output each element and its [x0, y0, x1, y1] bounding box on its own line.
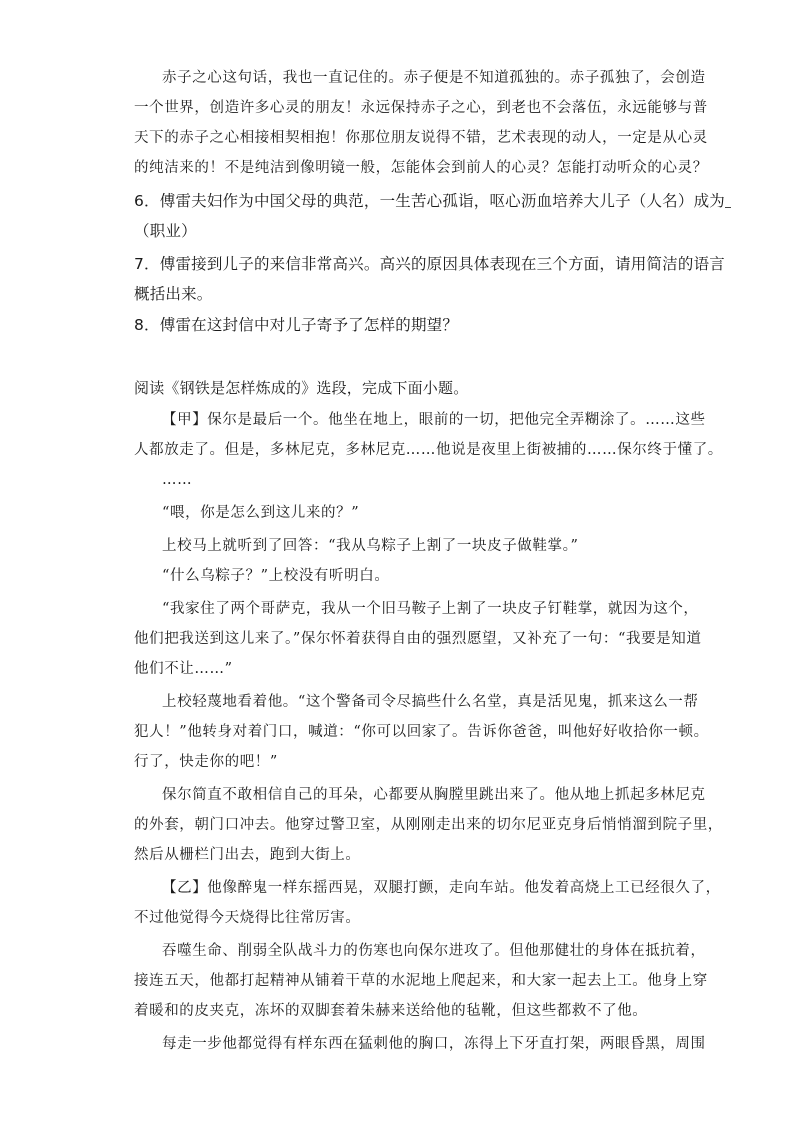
- passage2-line-16: 【乙】他像醉鬼一样东摇西晃，双腿打颤，走向车站。他发着高烧上工已经很久了，: [162, 880, 721, 896]
- passage1-line-2: 一个世界，创造许多心灵的朋友！永远保持赤子之心，到老也不会落伍，永远能够与普: [134, 100, 708, 116]
- passage2-line-21: 每走一步他都觉得有样东西在猛刺他的胸口，冻得上下牙直打架，两眼昏黑，周围: [162, 1036, 706, 1052]
- question-7-line-2: 概括出来。: [134, 285, 213, 303]
- passage2-line-9: 他们不让……”: [134, 661, 233, 677]
- question-8: 8．傅雷在这封信中对儿子寄予了怎样的期望？: [134, 316, 459, 334]
- question-7-line-1: 7．傅雷接到儿子的来信非常高兴。高兴的原因具体表现在三个方面，请用简洁的语言: [134, 255, 725, 273]
- passage2-line-2: 人都放走了。但是，多林尼克，多林尼克……他说是夜里上街被捕的……保尔终于懂了。: [134, 442, 723, 458]
- passage2-line-11: 犯人！”他转身对着门口，喊道：“你可以回家了。告诉你爸爸，叫他好好收拾你一顿。: [134, 724, 709, 740]
- passage2-line-14: 的外套，朝门口冲去。他穿过警卫室，从刚刚走出来的切尔尼亚克身后悄悄溜到院子里，: [134, 817, 723, 833]
- passage1-line-3: 天下的赤子之心相接相契相抱！你那位朋友说得不错，艺术表现的动人，一定是从心灵: [134, 130, 708, 146]
- passage2-line-19: 接连五天，他都打起精神从铺着干草的水泥地上爬起来，和大家一起去上工。他身上穿: [134, 973, 708, 989]
- reading-intro: 阅读《钢铁是怎样炼成的》选段，完成下面小题。: [134, 379, 469, 397]
- passage2-line-6: “什么乌粽子？”上校没有听明白。: [162, 568, 390, 584]
- passage2-line-7: “我家住了两个哥萨克，我从一个旧马鞍子上割了一块皮子钉鞋掌，就因为这个，: [162, 601, 699, 617]
- passage1-line-1: 赤子之心这句话，我也一直记住的。赤子便是不知道孤独的。赤子孤独了，会创造: [162, 70, 706, 86]
- passage2-line-4: “喂，你是怎么到这儿来的？”: [162, 505, 360, 521]
- answer-blank: [725, 193, 731, 208]
- passage2-line-18: 吞噬生命、削弱全队战斗力的伤寒也向保尔进攻了。但他那健壮的身体在抵抗着，: [162, 943, 706, 959]
- passage2-line-1: 【甲】保尔是最后一个。他坐在地上，眼前的一切，把他完全弄糊涂了。……这些: [162, 412, 706, 428]
- passage2-line-10: 上校轻蔑地看着他。“这个警备司令尽搞些什么名堂，真是活见鬼，抓来这么一帮: [162, 694, 699, 710]
- question-6-text: 6．傅雷夫妇作为中国父母的典范，一生苦心孤诣，呕心沥血培养大儿子（人名）成为: [134, 192, 725, 210]
- passage2-line-12: 行了，快走你的吧！”: [134, 754, 278, 770]
- question-6-line-1: [134, 191, 731, 211]
- passage2-line-20: 着暖和的皮夹克，冻坏的双脚套着朱赫来送给他的毡靴，但这些都救不了他。: [134, 1003, 648, 1019]
- passage2-line-13: 保尔简直不敢相信自己的耳朵，心都要从胸膛里跳出来了。他从地上抓起多林尼克: [162, 787, 706, 803]
- passage2-line-8: 他们把我送到这儿来了。”保尔怀着获得自由的强烈愿望，又补充了一句：“我要是知道: [134, 631, 702, 647]
- passage2-line-15: 然后从栅栏门出去，跑到大街上。: [134, 847, 361, 863]
- passage2-line-3: ……: [162, 472, 193, 488]
- passage2-line-17: 不过他觉得今天烧得比往常厉害。: [134, 910, 361, 926]
- passage2-line-5: 上校马上就听到了回答：“我从乌粽子上割了一块皮子做鞋掌。”: [162, 538, 579, 554]
- passage1-line-4: 的纯洁来的！不是纯洁到像明镜一般，怎能体会到前人的心灵？怎能打动听众的心灵？: [134, 160, 708, 176]
- question-6-line-2: （职业）: [134, 222, 197, 240]
